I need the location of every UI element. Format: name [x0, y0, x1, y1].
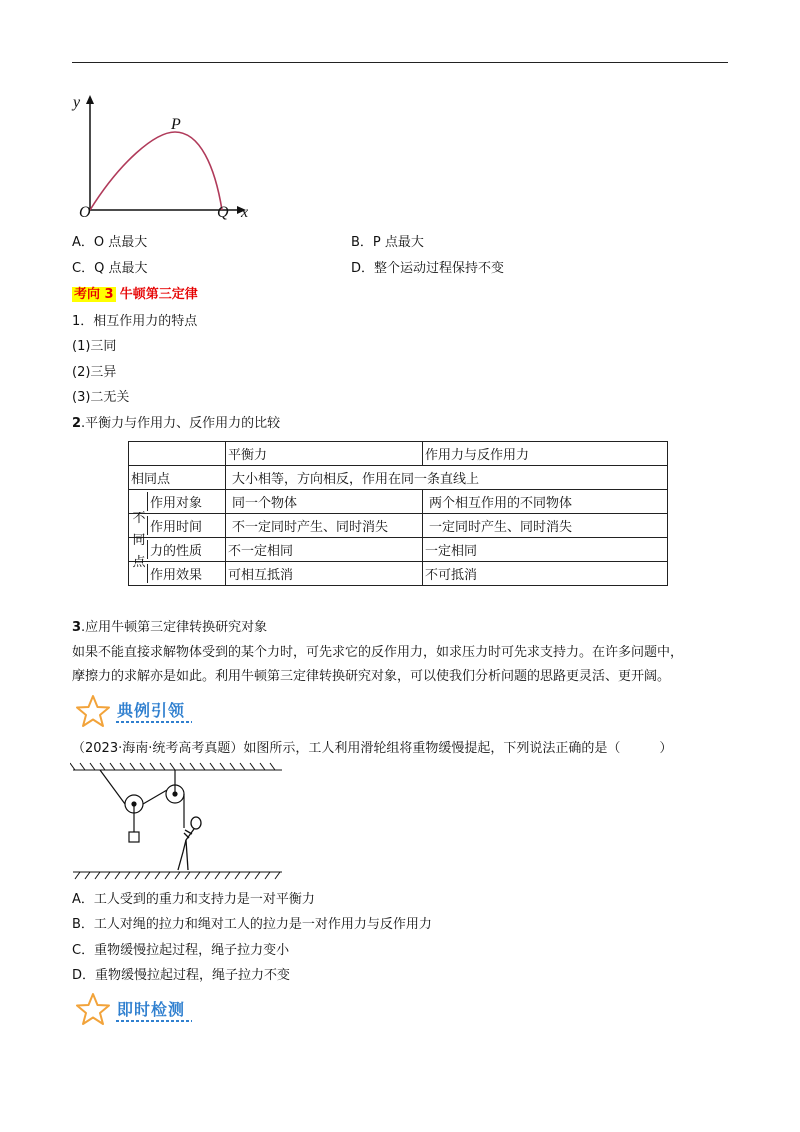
table-row-label: 力的性质 — [150, 544, 203, 559]
banner-examples-title: 典例引领 — [117, 701, 186, 720]
point-3-paragraph — [72, 641, 732, 689]
table-row — [129, 514, 668, 538]
header-rule — [72, 62, 728, 63]
banner-check-title: 即时检测 — [117, 1000, 186, 1019]
table-cell-balance: 不一定相同 — [226, 538, 423, 562]
point-3-paragraph-line-2: 摩擦力的求解亦是如此。利用牛顿第三定律转换研究对象，可以使我们分析问题的思路更灵活、更开阔。 — [72, 669, 671, 684]
pulley-system — [100, 770, 184, 842]
star-icon — [74, 694, 112, 728]
point-1-sub-3: (3)二无关 — [72, 390, 130, 405]
point-2-number: 2 — [72, 416, 82, 431]
table-row-same — [129, 466, 668, 490]
table-cell-action: 两个相互作用的不同物体 — [423, 490, 668, 514]
star-icon — [74, 992, 112, 1026]
table-cell-action: 一定同时产生、同时消失 — [423, 514, 668, 538]
worker-figure — [178, 817, 201, 870]
question-stem: （2023·海南·统考高考真题）如图所示，工人利用滑轮组将重物缓慢提起，下列说法正确的是（ ） — [72, 741, 673, 756]
ground — [73, 872, 282, 879]
section-tag-prefix: 考向 3 — [74, 287, 114, 302]
table-cell-balance: 可相互抵消 — [226, 562, 423, 586]
point-3-paragraph-line-1: 如果不能直接求解物体受到的某个力时，可先求它的反作用力，如求压力时可先求支持力。在许多问题中， — [72, 645, 684, 660]
table-header-action: 作用力与反作用力 — [423, 442, 668, 466]
section-tag — [72, 286, 198, 304]
table-header-balance: 平衡力 — [226, 442, 423, 466]
origin-label: O — [79, 204, 91, 221]
point-3-text: .应用牛顿第三定律转换研究对象 — [81, 620, 268, 635]
comparison-table — [128, 441, 668, 586]
point-3-title — [72, 619, 267, 637]
question-option-b: B．工人对绳的拉力和绳对工人的拉力是一对作用力与反作用力 — [72, 917, 432, 932]
trajectory-curve — [90, 132, 222, 210]
point-2-text: .平衡力与作用力、反作用力的比较 — [81, 416, 281, 431]
option-a: A．O 点最大 — [72, 235, 148, 250]
table-cell-balance: 同一个物体 — [226, 490, 423, 514]
question-option-c: C．重物缓慢拉起过程，绳子拉力变小 — [72, 943, 290, 958]
table-same-value: 大小相等，方向相反，作用在同一条直线上 — [226, 466, 668, 490]
point-2-title — [72, 415, 280, 433]
table-row — [129, 562, 668, 586]
banner-check-underline — [116, 1020, 192, 1022]
table-row — [129, 538, 668, 562]
y-axis-label: y — [73, 94, 81, 111]
table-row-label: 作用对象 — [150, 496, 203, 511]
option-c: C．Q 点最大 — [72, 261, 148, 276]
question-option-d: D．重物缓慢拉起过程，绳子拉力不变 — [72, 968, 291, 983]
table-cell-balance: 不一定同时产生、同时消失 — [226, 514, 423, 538]
table-diff-label: 不同点 — [132, 511, 146, 570]
motion-graph — [70, 92, 260, 227]
section-tag-title: 牛顿第三定律 — [119, 287, 198, 302]
table-cell-action: 不可抵消 — [423, 562, 668, 586]
banner-examples-underline — [116, 721, 192, 723]
table-row — [129, 490, 668, 514]
ceiling — [70, 763, 282, 770]
point-1-sub-2: (2)三异 — [72, 365, 117, 380]
y-axis-arrow-icon — [86, 95, 94, 104]
table-corner-cell — [129, 442, 226, 466]
question-option-a: A．工人受到的重力和支持力是一对平衡力 — [72, 892, 315, 907]
point-1-sub-1: (1)三同 — [72, 339, 117, 354]
pulley-diagram — [70, 760, 285, 880]
table-same-label: 相同点 — [129, 466, 226, 490]
x-axis-label: x — [241, 204, 249, 221]
point-1-title: 1．相互作用力的特点 — [72, 314, 198, 329]
table-cell-action: 一定相同 — [423, 538, 668, 562]
table-row-label: 作用时间 — [150, 520, 203, 535]
table-row-label: 作用效果 — [150, 568, 203, 583]
end-label: Q — [217, 204, 229, 221]
point-3-number: 3 — [72, 620, 82, 635]
option-b: B．P 点最大 — [351, 235, 424, 250]
table-header-row — [129, 442, 668, 466]
option-d: D．整个运动过程保持不变 — [351, 261, 505, 276]
peak-label: P — [171, 116, 181, 133]
